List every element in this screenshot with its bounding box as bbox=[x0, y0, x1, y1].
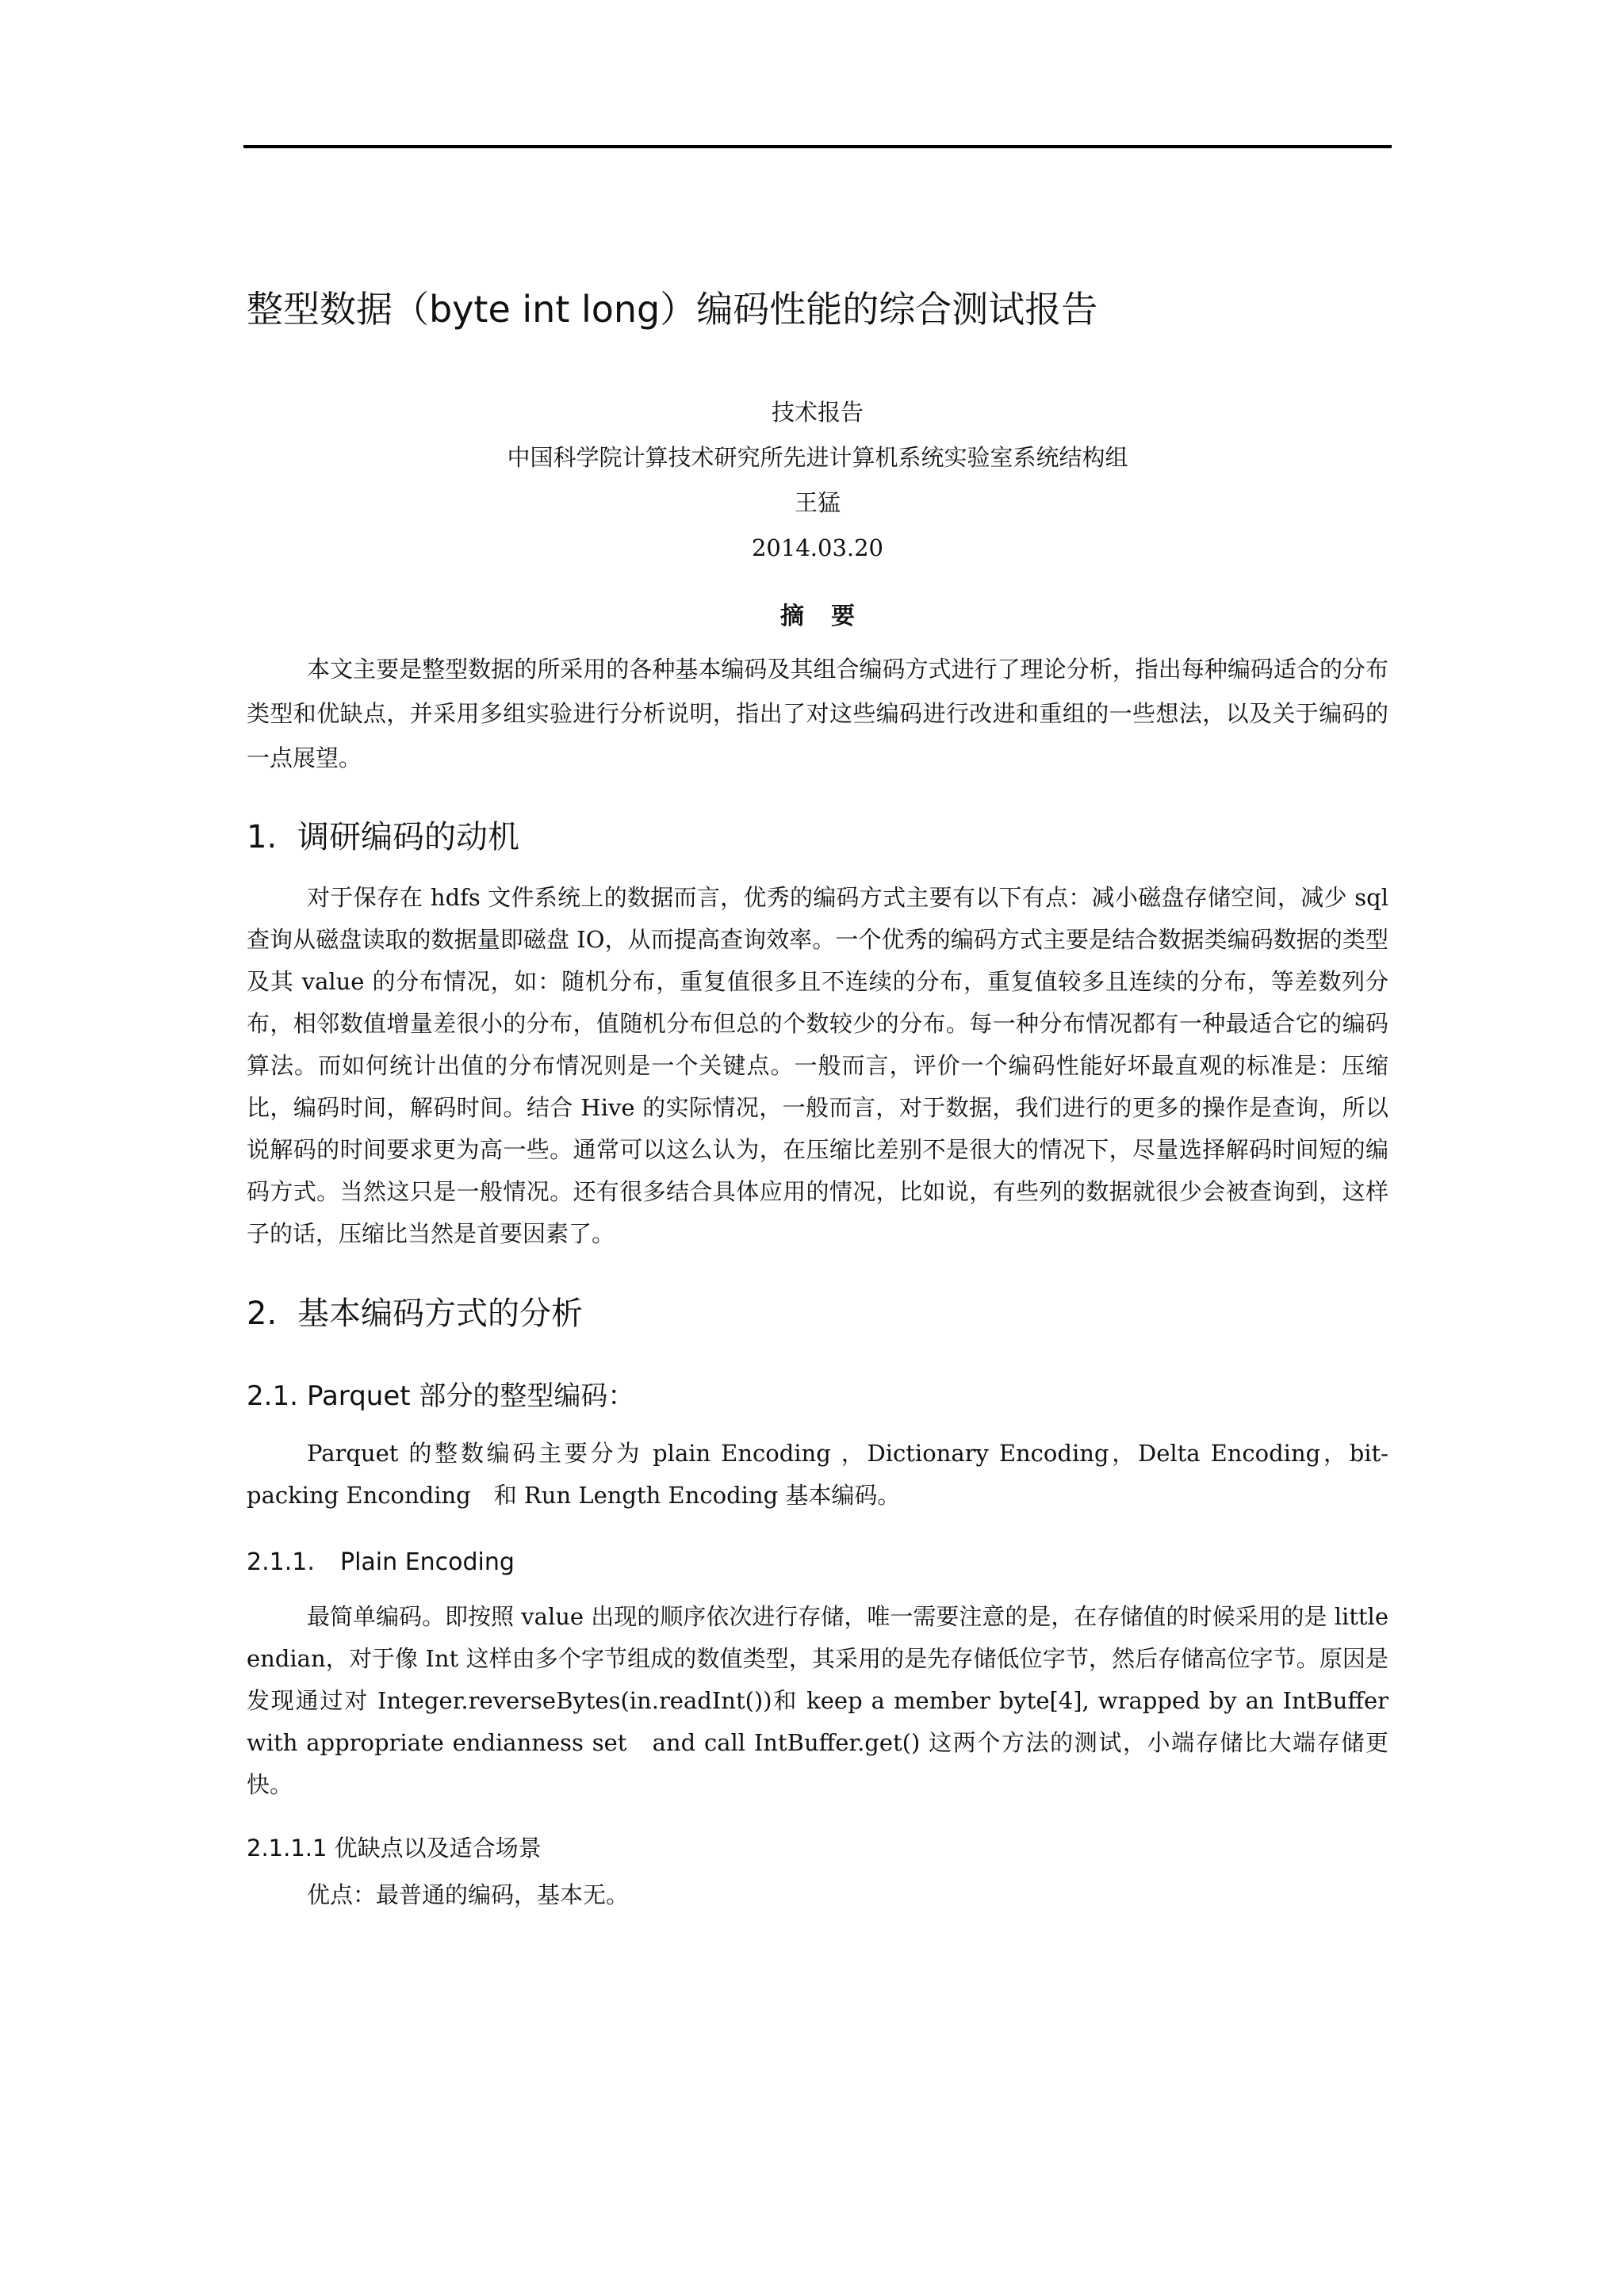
section-2-1-1-title: Plain Encoding bbox=[340, 1548, 515, 1576]
section-2-1-1-heading bbox=[247, 1544, 1388, 1582]
section-2-title: 基本编码方式的分析 bbox=[297, 1295, 583, 1332]
section-2-1-1-1-body: 优点：最普通的编码，基本无。 bbox=[307, 1881, 630, 1908]
report-type: 技术报告 bbox=[771, 399, 864, 426]
section-1-number: 1. bbox=[247, 819, 278, 855]
document-content bbox=[247, 277, 1388, 1916]
section-1-body: 对于保存在 hdfs 文件系统上的数据而言，优秀的编码方式主要有以下有点：减小磁盘存储空间，减少 sql 查询从磁盘读取的数据量即磁盘 IO，从而提高查询效率。一个优秀的编码方式主要是结合数据类编码数据的类型及其 value 的分布情况，如：随机分布，重复值很多且不连续的分布，重复值较多且连续的分布，等差数列分布，相邻数值增量差很小的分布，值随机分布但总的个数较少的分布。每一种分布情况都有一种最适合它的编码算法。而如何统计出值的分布情况则是一个关键点。一般而言，评价一个编码性能好坏最直观的标准是：压缩比，编码时间，解码时间。结合 Hive 的实际情况，一般而言，对于数据，我们进行的更多的操作是查询，所以说解码的时间要求更为高一些。通常可以这么认为，在压缩比差别不是很大的情况下，尽量选择解码时间短的编码方式。当然这只是一般情况。还有很多结合具体应用的情况，比如说，有些列的数据就很少会被查询到，这样子的话，压缩比当然是首要因素了。 bbox=[247, 884, 1388, 1247]
section-1-title: 调研编码的动机 bbox=[297, 819, 519, 855]
institution: 中国科学院计算技术研究所先进计算机系统实验室系统结构组 bbox=[507, 444, 1128, 471]
document-meta bbox=[247, 390, 1388, 571]
header-rule bbox=[243, 145, 1392, 148]
section-1-heading bbox=[247, 813, 1388, 861]
document-title: 整型数据（byte int long）编码性能的综合测试报告 bbox=[247, 288, 1098, 331]
section-2-1-number: 2.1. bbox=[247, 1380, 298, 1412]
author: 王猛 bbox=[794, 489, 841, 516]
section-2-number: 2. bbox=[247, 1295, 278, 1332]
section-2-1-1-body: 最简单编码。即按照 value 出现的顺序依次进行存储，唯一需要注意的是，在存储值的时候采用的是 little endian，对于像 Int 这样由多个字节组成的数值类型，其采用的是先存储低位字节，然后存储高位字节。原因是发现通过对 Integer.reverseBytes(in.readInt())和 keep a member byte[4], wrapped by an IntBuffer with appropriate endianness set and call IntBuffer.get() 这两个方法的测试，小端存储比大端存储更快。 bbox=[247, 1603, 1388, 1798]
section-2-heading bbox=[247, 1290, 1388, 1337]
section-2-1-body: Parquet 的整数编码主要分为 plain Encoding ，Dictionary Encoding，Delta Encoding，bit-packing Enconding 和 Run Length Encoding 基本编码。 bbox=[247, 1440, 1388, 1509]
report-date: 2014.03.20 bbox=[751, 534, 884, 561]
abstract-body: 本文主要是整型数据的所采用的各种基本编码及其组合编码方式进行了理论分析，指出每种编码适合的分布类型和优缺点，并采用多组实验进行分析说明，指出了对这些编码进行改进和重组的一些想法，以及关于编码的一点展望。 bbox=[247, 656, 1388, 771]
section-2-1-1-number: 2.1.1. bbox=[247, 1548, 315, 1576]
section-2-1-title: Parquet 部分的整型编码： bbox=[307, 1380, 635, 1412]
abstract-heading: 摘要 bbox=[780, 603, 882, 630]
section-2-1-heading bbox=[247, 1376, 1388, 1417]
section-2-1-1-1-heading: 2.1.1.1 优缺点以及适合场景 bbox=[247, 1835, 542, 1862]
